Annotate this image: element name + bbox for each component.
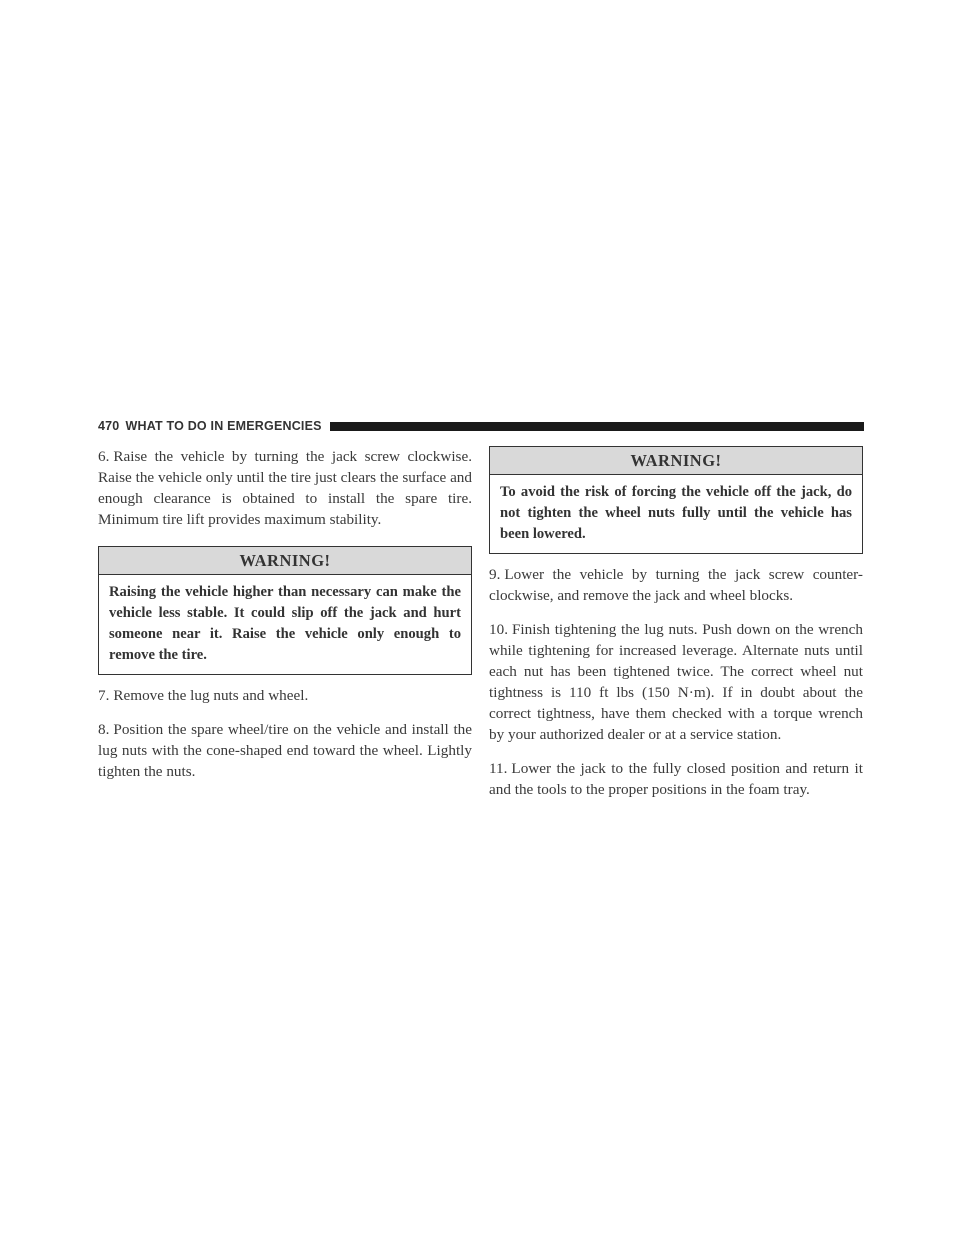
step-text: Remove the lug nuts and wheel.: [113, 687, 309, 704]
step-number: 10.: [489, 621, 508, 638]
right-column: [489, 446, 863, 813]
step-number: 8.: [98, 721, 110, 738]
step-text: Lower the vehicle by turning the jack screw counter-clockwise, and remove the jack and wheel blocks.: [489, 566, 863, 604]
step-10: [489, 619, 863, 745]
left-column: [98, 446, 472, 795]
step-11: [489, 758, 863, 800]
page-header: [98, 418, 864, 434]
warning-body: Raising the vehicle higher than necessary can make the vehicle less stable. It could slip off the jack and hurt someone near it. Raise the vehicle only enough to remove the tire.: [109, 584, 461, 663]
step-text: Position the spare wheel/tire on the vehicle and install the lug nuts with the cone-shaped end toward the wheel. Lightly tighten the nuts.: [98, 721, 472, 780]
step-text: Finish tightening the lug nuts. Push down on the wrench while tightening for increased leverage. Alternate nuts until each nut has been tightened twice. The correct wheel nut tightness is 110 ft lbs (150 N·m). If in doubt about the correct tightness, have them checked with a torque wrench by your authorized dealer or at a service station.: [489, 621, 863, 743]
warning-box-raise: [98, 546, 472, 675]
warning-title: WARNING!: [99, 547, 471, 575]
page-number: 470: [98, 419, 120, 433]
step-number: 11.: [489, 760, 508, 777]
step-text: Raise the vehicle by turning the jack screw clockwise. Raise the vehicle only until the tire just clears the surface and enough clearance is obtained to install the spare tire. Minimum tire lift provides maximum stability.: [98, 448, 472, 528]
warning-title: WARNING!: [490, 447, 862, 475]
header-rule: [330, 422, 864, 431]
warning-box-tighten: [489, 446, 863, 554]
step-7: [98, 685, 472, 706]
section-title: WHAT TO DO IN EMERGENCIES: [125, 419, 322, 433]
step-text: Lower the jack to the fully closed position and return it and the tools to the proper positions in the foam tray.: [489, 760, 863, 798]
step-9: [489, 564, 863, 606]
step-number: 7.: [98, 687, 110, 704]
warning-body: To avoid the risk of forcing the vehicle off the jack, do not tighten the wheel nuts fully until the vehicle has been lowered.: [500, 484, 852, 542]
step-number: 9.: [489, 566, 501, 583]
step-6: [98, 446, 472, 530]
step-8: [98, 719, 472, 782]
step-number: 6.: [98, 448, 110, 465]
